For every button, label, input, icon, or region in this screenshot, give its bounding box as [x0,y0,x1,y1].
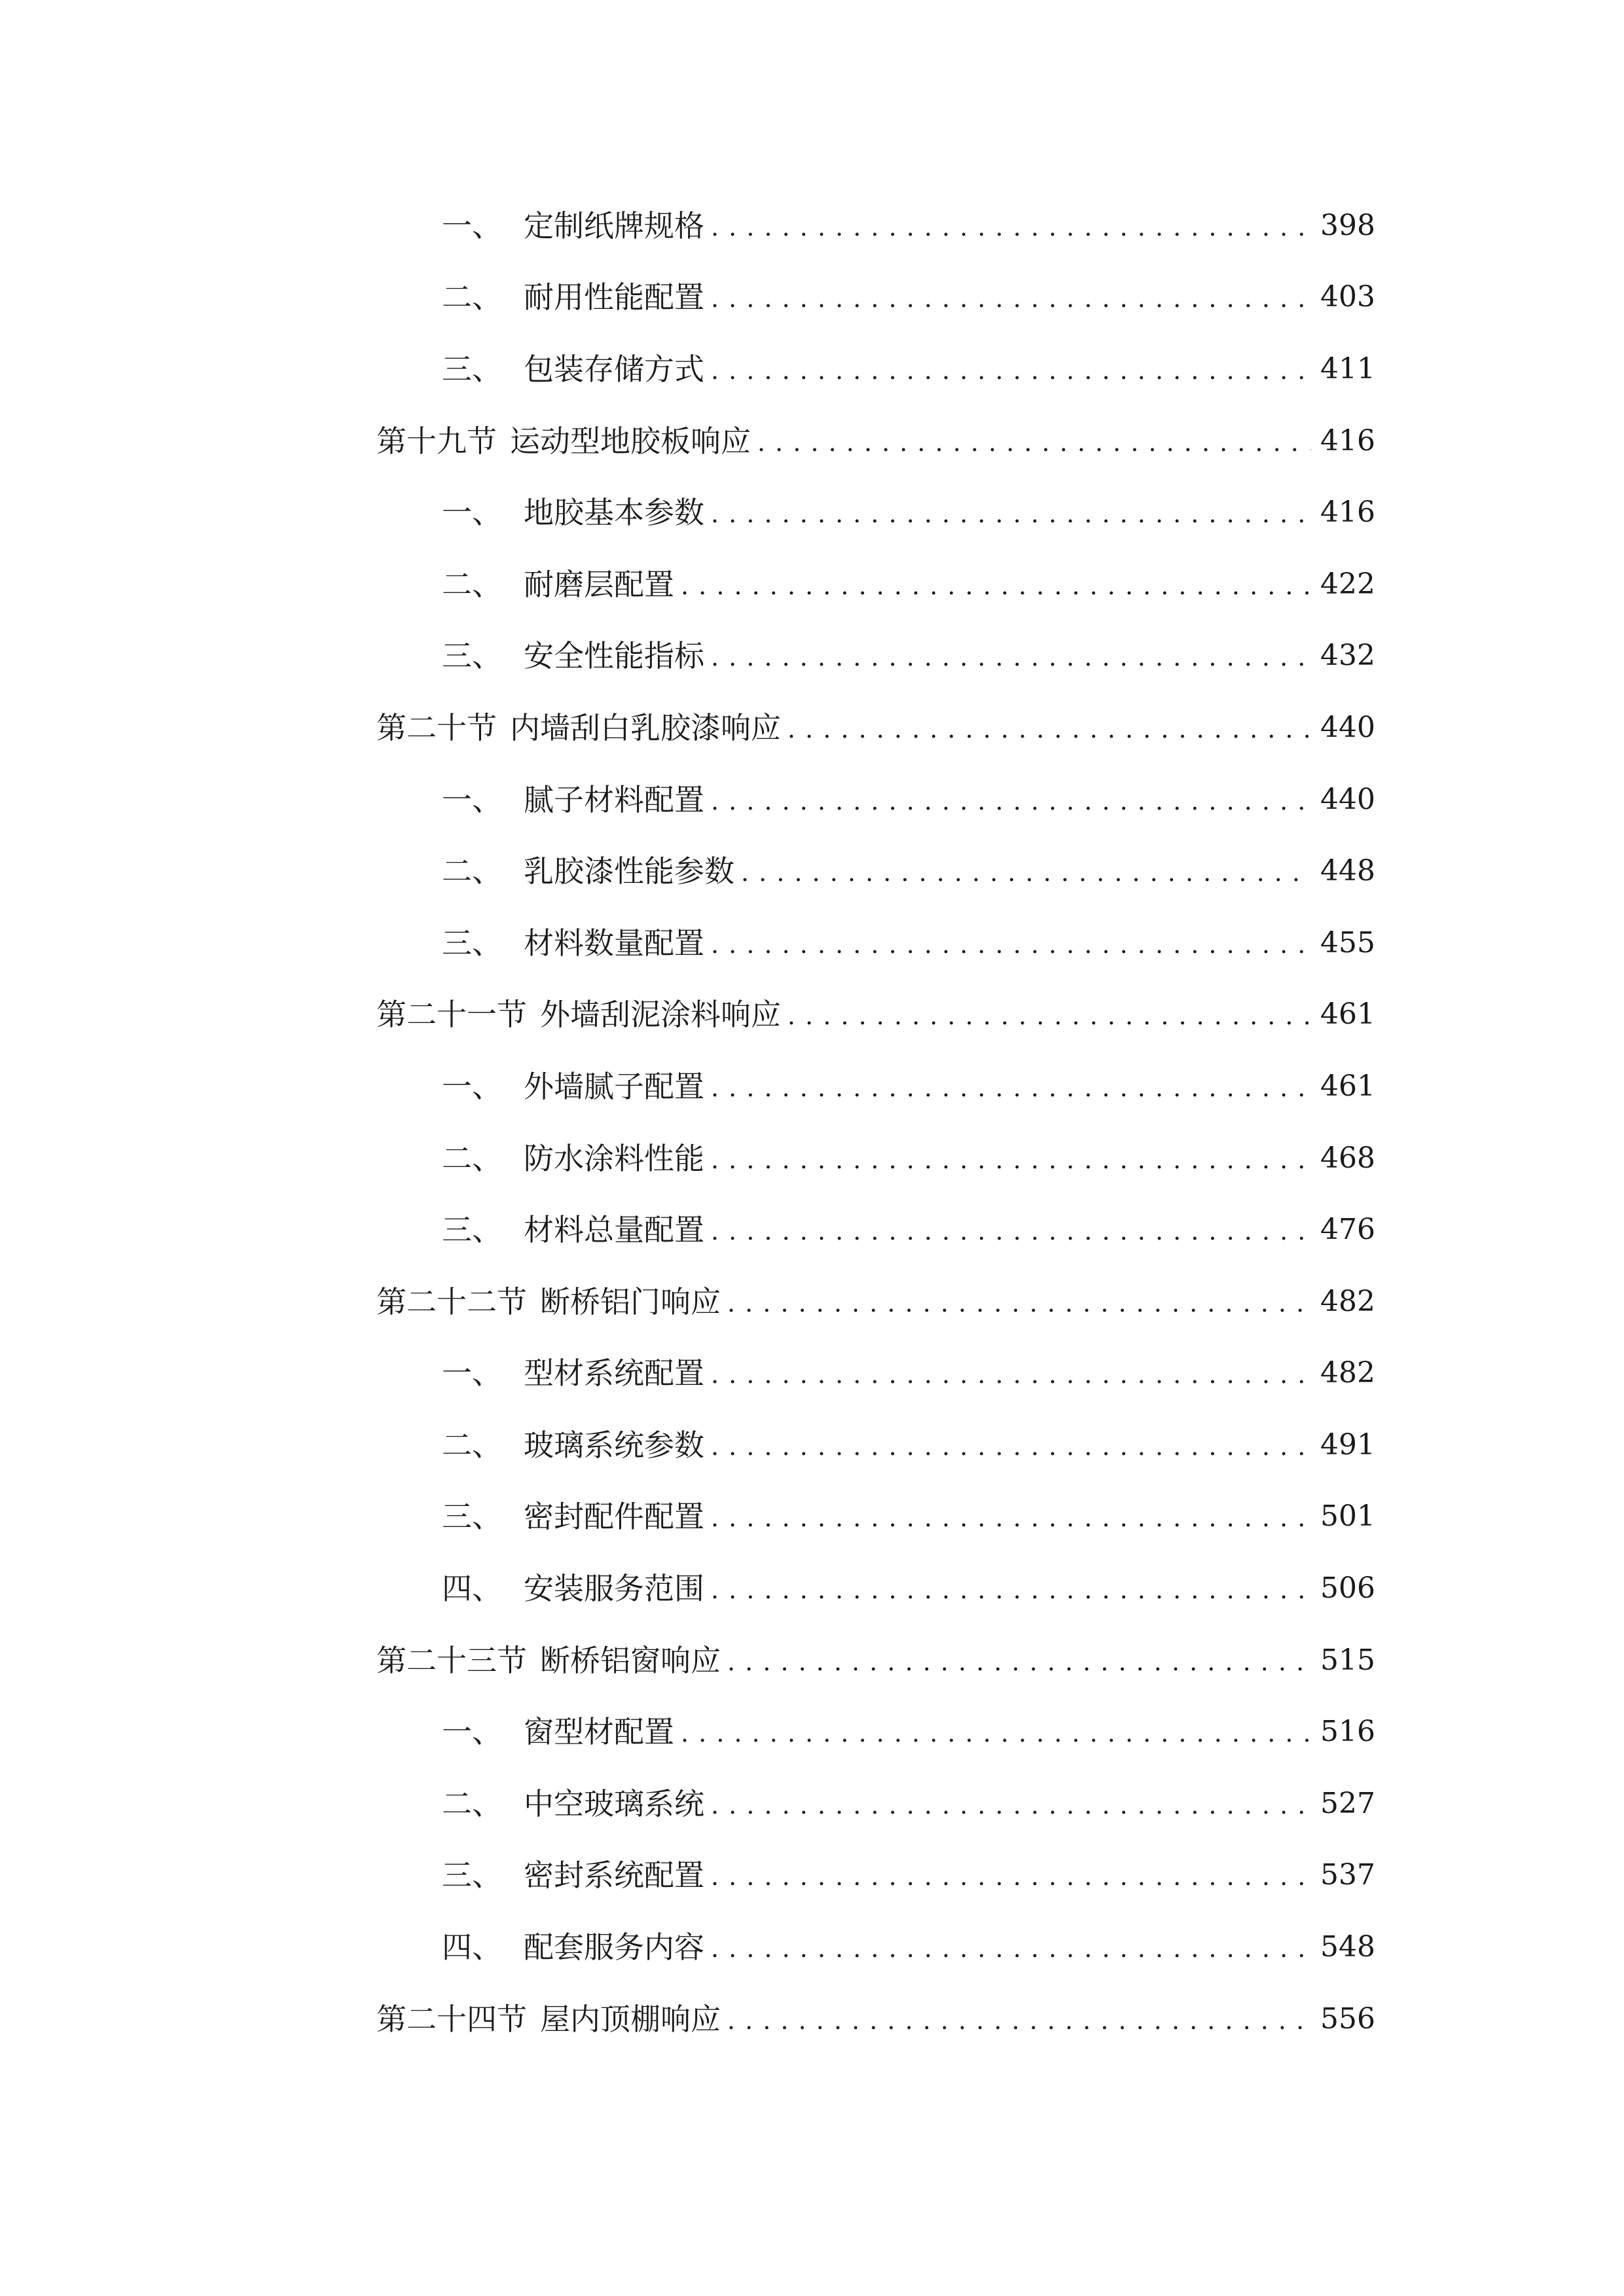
toc-entry-page: 476 [1320,1213,1375,1247]
toc-entry-title: 配套服务内容 [524,1929,704,1965]
toc-entry-number: 一、 [442,1355,502,1391]
toc-section-title: 断桥铝窗响应 [540,1642,721,1678]
toc-section-entry[interactable] [376,692,1375,764]
toc-section-entry[interactable] [376,979,1375,1051]
toc-entry-page: 455 [1320,925,1375,960]
toc-entry-title: 窗型材配置 [524,1714,674,1750]
toc-entry-number: 三、 [442,1212,502,1248]
toc-entry-number: 二、 [442,853,502,889]
toc-entry[interactable] [376,1122,1375,1194]
toc-entry-title: 地胶基本参数 [524,495,704,531]
toc-entry-number: 二、 [442,1140,502,1176]
dot-leader [681,569,1311,600]
dot-leader [711,1501,1311,1532]
table-of-contents [376,190,1375,2054]
dot-leader [711,641,1311,671]
dot-leader [711,1215,1311,1245]
toc-entry-title: 玻璃系统参数 [524,1427,704,1463]
toc-section-title: 运动型地胶板响应 [510,423,751,459]
toc-entry-title: 包装存储方式 [524,351,704,387]
dot-leader [711,1143,1311,1174]
dot-leader [711,785,1311,815]
toc-entry-number: 四、 [442,1929,502,1965]
dot-leader [681,1717,1311,1747]
toc-entry-number: 二、 [442,279,502,315]
toc-entry-title: 防水涂料性能 [524,1140,704,1176]
toc-entry-title: 型材系统配置 [524,1355,704,1391]
toc-section-number: 第二十一节 [376,997,527,1033]
dot-leader [711,1573,1311,1604]
toc-entry-page: 501 [1320,1499,1375,1534]
toc-entry-number: 一、 [442,495,502,531]
toc-entry-number: 一、 [442,781,502,817]
dot-leader [711,1071,1311,1102]
toc-entry[interactable] [376,620,1375,692]
toc-entry-title: 耐用性能配置 [524,279,704,315]
toc-entry-page: 422 [1320,567,1375,601]
toc-entry[interactable] [376,1338,1375,1410]
toc-entry-page: 432 [1320,639,1375,673]
toc-entry-title: 腻子材料配置 [524,781,704,817]
toc-entry[interactable] [376,1552,1375,1624]
toc-entry-number: 一、 [442,1068,502,1104]
dot-leader [711,1358,1311,1388]
dot-leader [711,1789,1311,1819]
toc-section-number: 第二十节 [376,709,497,745]
dot-leader [711,354,1311,384]
toc-entry-title: 密封配件配置 [524,1499,704,1535]
toc-entry-title: 中空玻璃系统 [524,1785,704,1821]
toc-entry-page: 516 [1320,1715,1375,1749]
toc-entry-page: 416 [1320,495,1375,529]
dot-leader [711,211,1311,241]
toc-entry[interactable] [376,548,1375,620]
dot-leader [711,282,1311,312]
toc-section-page: 556 [1320,2001,1375,2036]
toc-entry[interactable] [376,1911,1375,1983]
dot-leader [787,713,1311,743]
dot-leader [741,856,1311,886]
toc-entry[interactable] [376,1840,1375,1912]
toc-section-page: 461 [1320,997,1375,1031]
toc-section-title: 断桥铝门响应 [540,1283,721,1319]
toc-entry-number: 一、 [442,207,502,243]
toc-entry-number: 三、 [442,925,502,961]
toc-entry[interactable] [376,190,1375,262]
toc-entry-title: 安全性能指标 [524,638,704,674]
toc-entry-number: 二、 [442,566,502,602]
toc-section-page: 440 [1320,710,1375,744]
toc-entry[interactable] [376,907,1375,979]
toc-entry[interactable] [376,1768,1375,1840]
toc-entry-page: 403 [1320,280,1375,314]
dot-leader [711,497,1311,528]
toc-entry-title: 材料数量配置 [524,925,704,961]
toc-entry-page: 461 [1320,1069,1375,1103]
toc-section-entry[interactable] [376,1983,1375,2055]
dot-leader [711,1932,1311,1962]
toc-entry[interactable] [376,1194,1375,1266]
toc-section-number: 第十九节 [376,423,497,459]
toc-entry-number: 二、 [442,1785,502,1821]
toc-entry-page: 527 [1320,1786,1375,1820]
toc-section-entry[interactable] [376,1624,1375,1696]
toc-entry[interactable] [376,1481,1375,1553]
dot-leader [787,999,1311,1030]
toc-entry-title: 乳胶漆性能参数 [524,853,734,889]
toc-entry-page: 491 [1320,1427,1375,1462]
toc-entry-page: 468 [1320,1141,1375,1175]
toc-entry-number: 三、 [442,351,502,387]
toc-entry[interactable] [376,1050,1375,1122]
toc-entry-page: 440 [1320,782,1375,816]
toc-section-entry[interactable] [376,405,1375,477]
toc-entry[interactable] [376,476,1375,548]
toc-entry-page: 411 [1320,351,1375,386]
toc-section-number: 第二十三节 [376,1642,527,1678]
toc-entry-number: 四、 [442,1571,502,1607]
toc-section-title: 内墙刮白乳胶漆响应 [510,709,781,745]
toc-section-number: 第二十二节 [376,1283,527,1319]
toc-entry-number: 三、 [442,638,502,674]
toc-entry-page: 506 [1320,1571,1375,1605]
toc-section-title: 屋内顶棚响应 [540,2001,721,2037]
toc-entry-number: 三、 [442,1499,502,1535]
toc-entry-number: 一、 [442,1714,502,1750]
toc-section-entry[interactable] [376,1266,1375,1338]
toc-entry-page: 548 [1320,1930,1375,1964]
toc-section-page: 416 [1320,423,1375,457]
toc-entry[interactable] [376,1409,1375,1481]
dot-leader [727,2004,1311,2034]
toc-entry-title: 定制纸牌规格 [524,207,704,243]
toc-entry-page: 398 [1320,208,1375,242]
toc-entry-title: 材料总量配置 [524,1212,704,1248]
toc-entry-page: 448 [1320,854,1375,888]
dot-leader [711,928,1311,958]
dot-leader [711,1860,1311,1890]
dot-leader [727,1645,1311,1676]
toc-entry-title: 外墙腻子配置 [524,1068,704,1104]
toc-entry-title: 耐磨层配置 [524,566,674,602]
toc-entry[interactable] [376,262,1375,334]
toc-entry[interactable] [376,333,1375,405]
dot-leader [727,1287,1311,1317]
toc-section-page: 482 [1320,1284,1375,1318]
toc-section-title: 外墙刮泥涂料响应 [540,997,781,1033]
toc-section-number: 第二十四节 [376,2001,527,2037]
toc-entry-title: 密封系统配置 [524,1857,704,1893]
toc-entry-number: 二、 [442,1427,502,1463]
dot-leader [757,426,1311,456]
toc-entry[interactable] [376,1696,1375,1768]
toc-entry-page: 482 [1320,1356,1375,1390]
toc-entry-title: 安装服务范围 [524,1571,704,1607]
toc-section-page: 515 [1320,1643,1375,1677]
toc-entry-page: 537 [1320,1858,1375,1892]
toc-entry[interactable] [376,835,1375,907]
dot-leader [711,1430,1311,1460]
toc-entry-number: 三、 [442,1857,502,1893]
toc-entry[interactable] [376,764,1375,836]
